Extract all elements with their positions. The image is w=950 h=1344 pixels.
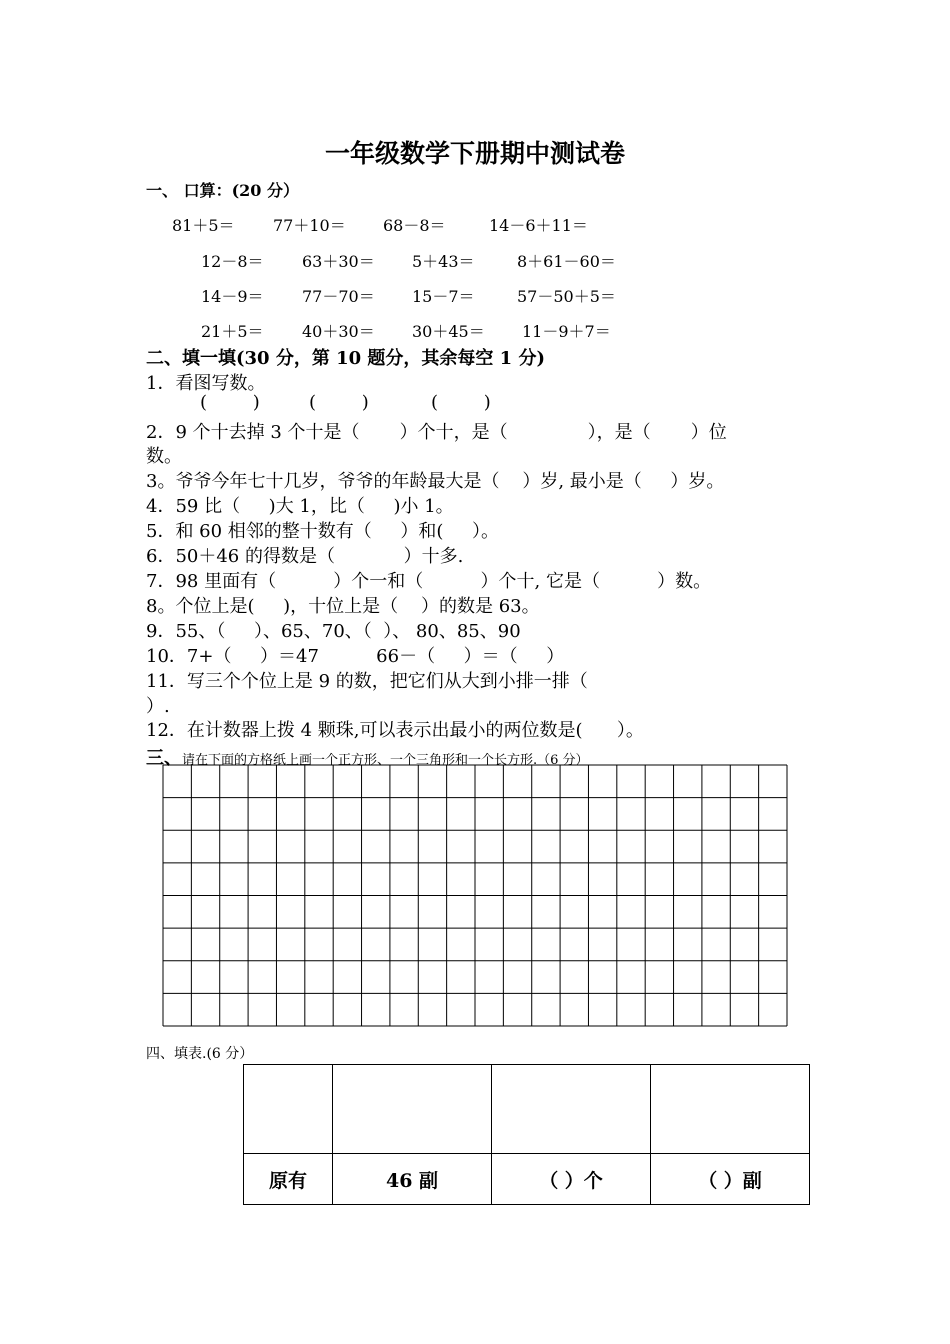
picture-cell <box>333 1065 492 1154</box>
question-2: 2．9 个十去掉 3 个十是（ ）个十，是（ ），是（ ）位 <box>146 422 727 443</box>
section2-heading: 二、填一填(30 分，第 10 题分，其余每空 1 分) <box>146 348 545 369</box>
grid-paper[interactable] <box>162 764 790 1029</box>
section1-heading: 一、 口算：(20 分） <box>146 181 299 200</box>
calc-item: 77－70＝ <box>302 287 375 306</box>
question-8: 8。个位上是( )，十位上是（ ）的数是 63。 <box>146 596 540 617</box>
picture-cell <box>244 1065 333 1154</box>
question-11-continued: ）. <box>146 696 170 717</box>
fill-table <box>243 1064 810 1205</box>
row-label: 原有 <box>244 1154 333 1205</box>
question-11: 11．写三个个位上是 9 的数，把它们从大到小排一排（ <box>146 671 588 692</box>
section3-instruction: 请在下面的方格纸上画一个正方形、一个三角形和一个长方形.（6 分） <box>182 753 589 768</box>
picture-cell <box>651 1065 810 1154</box>
question-3: 3。爷爷今年七十几岁，爷爷的年龄最大是（ ）岁, 最小是（ ）岁。 <box>146 471 725 492</box>
section4-heading: 四、填表.(6 分） <box>146 1046 254 1062</box>
calc-item: 8＋61－60＝ <box>517 252 616 271</box>
calc-item: 15－7＝ <box>412 287 475 306</box>
question-1: 1．看图写数。 <box>146 373 266 394</box>
calc-item: 30＋45＝ <box>412 322 485 341</box>
calc-item: 11－9＋7＝ <box>522 322 611 341</box>
question-9: 9．55、（ ）、65、70、（ ）、 80、85、90 <box>146 621 521 642</box>
calc-item: 77＋10＝ <box>273 216 346 235</box>
calc-item: 63＋30＝ <box>302 252 375 271</box>
question-7: 7．98 里面有（ ）个一和（ ）个十, 它是（ ）数。 <box>146 571 712 592</box>
section3-prefix: 三、 <box>146 748 182 769</box>
calc-item: 14－6＋11＝ <box>489 216 588 235</box>
calc-item: 57－50＋5＝ <box>517 287 616 306</box>
question-12: 12．在计数器上拨 4 颗珠,可以表示出最小的两位数是( ）。 <box>146 720 644 741</box>
question-4: 4．59 比（ )大 1，比（ )小 1。 <box>146 496 454 517</box>
calc-item: 81＋5＝ <box>172 216 235 235</box>
question-2-continued: 数。 <box>146 446 182 467</box>
table-cell: 46 副 <box>333 1154 492 1205</box>
answer-blank: ( ) <box>431 392 491 413</box>
page-title: 一年级数学下册期中测试卷 <box>324 139 625 168</box>
table-cell[interactable]: （ ）副 <box>651 1154 810 1205</box>
calc-item: 14－9＝ <box>201 287 264 306</box>
calc-item: 40＋30＝ <box>302 322 375 341</box>
calc-item: 5＋43＝ <box>412 252 475 271</box>
calc-item: 12－8＝ <box>201 252 264 271</box>
question-6: 6．50＋46 的得数是（ ）十多. <box>146 546 464 567</box>
picture-cell <box>492 1065 651 1154</box>
calc-item: 21＋5＝ <box>201 322 264 341</box>
calc-item: 68－8＝ <box>383 216 446 235</box>
table-cell[interactable]: （ ）个 <box>492 1154 651 1205</box>
question-10: 10．7+（ ）＝47 66－（ ）＝（ ） <box>146 646 565 667</box>
answer-blank: ( ) <box>309 392 369 413</box>
answer-blank: ( ) <box>200 392 260 413</box>
question-5: 5．和 60 相邻的整十数有（ ）和( ）。 <box>146 521 500 542</box>
